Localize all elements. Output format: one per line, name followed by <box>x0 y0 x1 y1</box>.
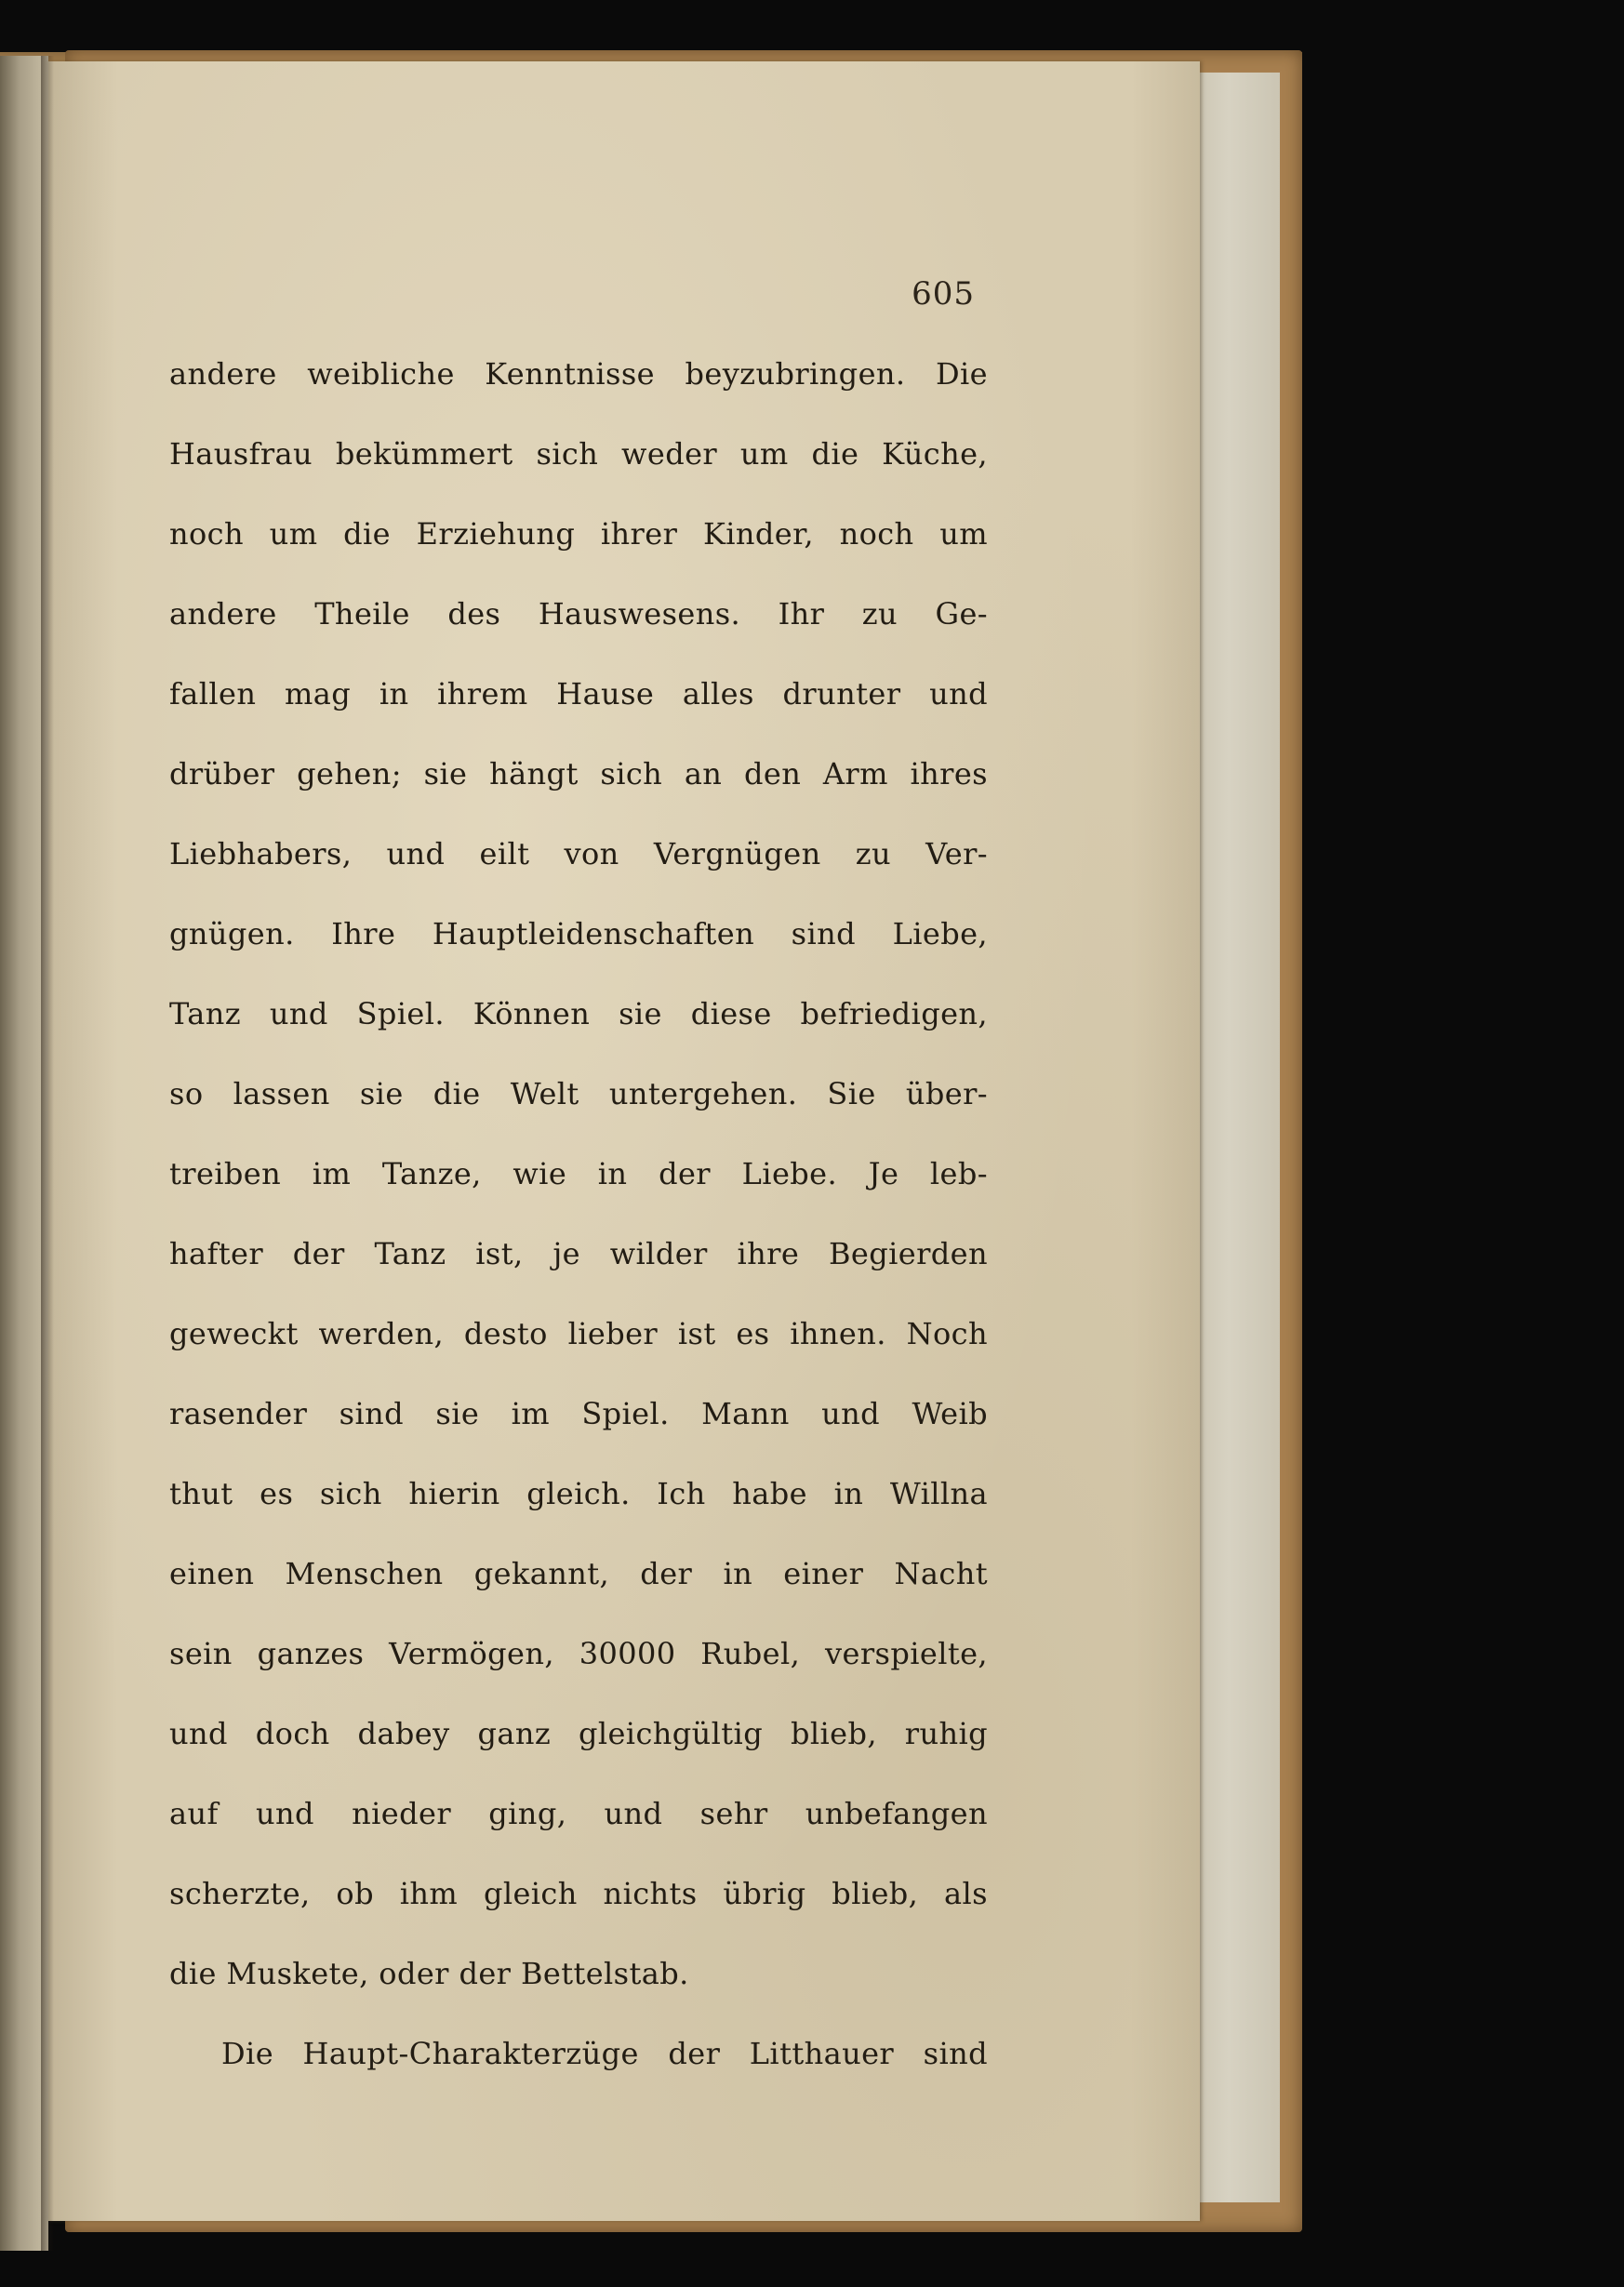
text-line: andere Theile des Hauswesens. Ihr zu Ge- <box>169 596 988 632</box>
text-line: geweckt werden, desto lieber ist es ihnen. Noch <box>169 1316 988 1351</box>
book-page <box>48 61 1200 2221</box>
text-line: auf und nieder ging, und sehr unbefangen <box>169 1796 988 1831</box>
text-line: rasender sind sie im Spiel. Mann und Weib <box>169 1396 988 1431</box>
text-line: noch um die Erziehung ihrer Kinder, noch um <box>169 516 988 552</box>
text-line: sein ganzes Vermögen, 30000 Rubel, verspielte, <box>169 1636 988 1671</box>
text-line: fallen mag in ihrem Hause alles drunter und <box>169 676 988 711</box>
text-line: Liebhabers, und eilt von Vergnügen zu Ver- <box>169 836 988 871</box>
text-line: scherzte, ob ihm gleich nichts übrig blieb, als <box>169 1876 988 1911</box>
text-line: Tanz und Spiel. Können sie diese befriedigen, <box>169 996 988 1031</box>
gutter-shadow <box>41 56 54 2251</box>
text-line: Die Haupt-Charakterzüge der Litthauer sind <box>221 2036 988 2071</box>
text-line: und doch dabey ganz gleichgültig blieb, ruhig <box>169 1716 988 1751</box>
text-line: einen Menschen gekannt, der in einer Nacht <box>169 1556 988 1591</box>
text-line: thut es sich hierin gleich. Ich habe in Willna <box>169 1476 988 1511</box>
text-line: drüber gehen; sie hängt sich an den Arm ihres <box>169 756 988 791</box>
text-line: Hausfrau bekümmert sich weder um die Küche, <box>169 436 988 472</box>
text-line: so lassen sie die Welt untergehen. Sie über- <box>169 1076 988 1111</box>
text-line: die Muskete, oder der Bettelstab. <box>169 1956 689 1991</box>
text-line: hafter der Tanz ist, je wilder ihre Begierden <box>169 1236 988 1271</box>
text-line: andere weibliche Kenntnisse beyzubringen. Die <box>169 356 988 392</box>
text-line: treiben im Tanze, wie in der Liebe. Je leb- <box>169 1156 988 1191</box>
page-number: 605 <box>912 275 975 312</box>
text-line: gnügen. Ihre Hauptleidenschaften sind Liebe, <box>169 916 988 951</box>
